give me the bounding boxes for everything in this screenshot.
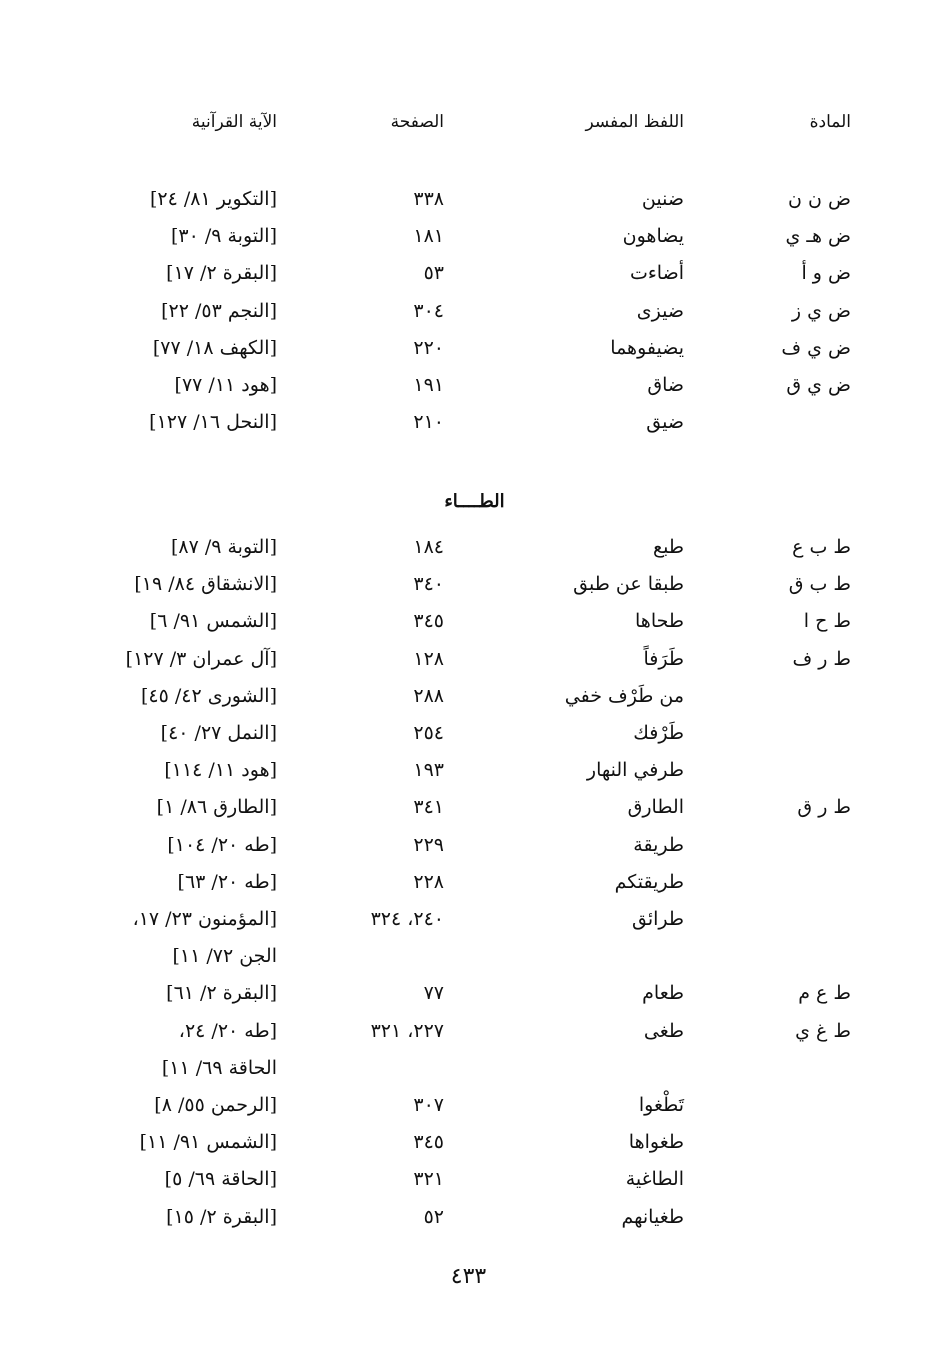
row-ayah: [الكهف ١٨/ ٧٧] bbox=[152, 336, 277, 359]
row-madda: ض هـ ي bbox=[785, 225, 851, 248]
row-ayah: [الحاقة ٦٩/ ٥] bbox=[164, 1168, 277, 1191]
index-row bbox=[0, 536, 937, 573]
row-madda: ض ي ز bbox=[791, 299, 851, 322]
index-row bbox=[0, 610, 937, 647]
row-page: ٢٢٧، ٣٢١ bbox=[370, 1019, 444, 1042]
index-row bbox=[0, 374, 937, 411]
index-row bbox=[0, 188, 937, 225]
row-page: ١٨٤ bbox=[413, 536, 444, 558]
row-ayah: [الرحمن ٥٥/ ٨] bbox=[154, 1094, 277, 1116]
row-lafz: تَطْغوا bbox=[638, 1094, 684, 1116]
row-page: ٢٨٨ bbox=[413, 684, 444, 707]
row-page: ٣٤٥ bbox=[413, 610, 444, 633]
row-page: ٣٤١ bbox=[413, 796, 444, 819]
row-lafz: ضيق bbox=[646, 411, 684, 434]
row-madda: ط ب ق bbox=[788, 573, 851, 596]
row-lafz: ضيزى bbox=[636, 299, 684, 322]
row-page: ٢٢٠ bbox=[413, 336, 444, 359]
row-ayah: [التكوير ٨١/ ٢٤] bbox=[149, 188, 277, 210]
row-page: ٣٠٤ bbox=[413, 299, 444, 322]
section-title-text: الطــــاء bbox=[444, 491, 505, 512]
index-row bbox=[0, 1131, 937, 1168]
row-madda: ض ي ف bbox=[781, 336, 851, 359]
row-page: ١٩١ bbox=[413, 374, 444, 396]
row-page: ٢٢٩ bbox=[413, 833, 444, 856]
row-madda: ط ر ف bbox=[792, 647, 851, 670]
index-row bbox=[0, 722, 937, 759]
index-row bbox=[0, 225, 937, 262]
header-ayah: الآية القرآنية bbox=[191, 112, 277, 132]
row-ayah: [طه ٢٠/ ١٠٤] bbox=[167, 833, 277, 856]
header-madda: المادة bbox=[809, 112, 851, 132]
index-row bbox=[0, 411, 937, 448]
row-page: ٢٥٤ bbox=[413, 722, 444, 744]
row-lafz: الطارق bbox=[627, 796, 684, 819]
index-row bbox=[0, 1206, 937, 1243]
row-lafz: طغواها bbox=[628, 1131, 684, 1154]
row-lafz: طرفي النهار bbox=[586, 759, 684, 782]
index-row bbox=[0, 908, 937, 945]
index-row bbox=[0, 871, 937, 908]
row-lafz: يضيفوهما bbox=[610, 336, 684, 359]
index-row bbox=[0, 945, 937, 982]
row-ayah: [آل عمران ٣/ ١٢٧] bbox=[125, 647, 277, 670]
row-ayah: [البقرة ٢/ ٦١] bbox=[166, 982, 277, 1005]
index-row bbox=[0, 1168, 937, 1205]
index-row bbox=[0, 759, 937, 796]
row-page: ٣٢١ bbox=[413, 1168, 444, 1191]
row-ayah: [الطارق ٨٦/ ١] bbox=[156, 796, 277, 819]
row-page: ٣٣٨ bbox=[413, 188, 444, 210]
row-madda: ط ر ق bbox=[797, 796, 851, 819]
row-madda: ض و أ bbox=[801, 262, 851, 285]
row-ayah: [طه ٢٠/ ٦٣] bbox=[177, 870, 277, 893]
row-lafz: طعام bbox=[642, 982, 684, 1005]
row-lafz: طبقا عن طبق bbox=[573, 573, 684, 596]
row-ayah: [البقرة ٢/ ١٧] bbox=[166, 262, 277, 285]
row-lafz: طغى bbox=[643, 1019, 684, 1042]
row-ayah: [هود ١١/ ٧٧] bbox=[174, 374, 277, 396]
row-lafz: أضاءت bbox=[629, 262, 684, 285]
row-lafz: الطاغية bbox=[625, 1168, 684, 1191]
row-lafz: ضاق bbox=[647, 374, 684, 396]
index-row bbox=[0, 648, 937, 685]
row-madda: ط ح ا bbox=[803, 610, 851, 633]
row-lafz: طريقة bbox=[633, 833, 684, 856]
index-row bbox=[0, 1094, 937, 1131]
index-row bbox=[0, 337, 937, 374]
row-page: ١٢٨ bbox=[413, 647, 444, 670]
row-ayah: [البقرة ٢/ ١٥] bbox=[166, 1205, 277, 1228]
row-page: ١٩٣ bbox=[413, 759, 444, 782]
header-page: الصفحة bbox=[390, 112, 444, 132]
row-ayah: [الشورى ٤٢/ ٤٥] bbox=[140, 684, 277, 707]
row-lafz: طحاها bbox=[635, 610, 684, 633]
index-row bbox=[0, 300, 937, 337]
row-ayah: الجن ٧٢/ ١١] bbox=[172, 945, 277, 968]
row-page: ٢١٠ bbox=[413, 411, 444, 434]
row-ayah: [الشمس ٩١/ ٦] bbox=[149, 610, 277, 633]
row-madda: ض ن ن bbox=[788, 188, 851, 210]
index-row bbox=[0, 1057, 937, 1094]
row-page: ٣٤٠ bbox=[413, 573, 444, 596]
row-madda: ط ب ع bbox=[792, 536, 851, 558]
row-page: ٣٠٧ bbox=[413, 1094, 444, 1116]
row-ayah: [النجم ٥٣/ ٢٢] bbox=[161, 299, 277, 322]
column-headers bbox=[0, 112, 937, 144]
index-row bbox=[0, 685, 937, 722]
index-row bbox=[0, 796, 937, 833]
row-ayah: [طه ٢٠/ ٢٤، bbox=[178, 1019, 277, 1042]
row-madda: ض ي ق bbox=[786, 374, 851, 396]
row-ayah: [هود ١١/ ١١٤] bbox=[164, 759, 277, 782]
row-ayah: [الشمس ٩١/ ١١] bbox=[139, 1131, 277, 1154]
row-page: ٥٣ bbox=[423, 262, 444, 285]
row-page: ٣٤٥ bbox=[413, 1131, 444, 1154]
row-ayah: [المؤمنون ٢٣/ ١٧، bbox=[132, 908, 277, 930]
row-lafz: طريقتكم bbox=[614, 870, 684, 893]
row-page: ٢٤٠، ٣٢٤ bbox=[370, 908, 444, 930]
index-row bbox=[0, 262, 937, 299]
row-lafz: طبع bbox=[653, 536, 684, 558]
row-ayah: [التوبة ٩/ ٨٧] bbox=[170, 536, 277, 558]
row-lafz: من طَرْف خفي bbox=[564, 684, 684, 707]
header-lafz: اللفظ المفسر bbox=[585, 112, 684, 132]
page-number: ٤٣٣ bbox=[450, 1264, 487, 1289]
row-ayah: الحاقة ٦٩/ ١١] bbox=[161, 1056, 277, 1079]
row-lafz: طرائق bbox=[631, 908, 684, 930]
index-row bbox=[0, 982, 937, 1019]
index-row bbox=[0, 834, 937, 871]
row-madda: ط ع م bbox=[798, 982, 851, 1005]
row-lafz: يضاهون bbox=[622, 225, 684, 248]
row-page: ٥٢ bbox=[423, 1205, 444, 1228]
section-title-ta bbox=[0, 491, 937, 512]
index-row bbox=[0, 573, 937, 610]
row-lafz: طَرْفك bbox=[633, 722, 684, 744]
row-madda: ط غ ي bbox=[795, 1019, 851, 1042]
row-page: ٧٧ bbox=[423, 982, 444, 1005]
row-page: ٢٢٨ bbox=[413, 870, 444, 893]
row-ayah: [التوبة ٩/ ٣٠] bbox=[170, 225, 277, 248]
row-ayah: [النمل ٢٧/ ٤٠] bbox=[160, 722, 277, 744]
row-lafz: طغيانهم bbox=[621, 1205, 684, 1228]
row-ayah: [النحل ١٦/ ١٢٧] bbox=[149, 411, 277, 434]
row-page: ١٨١ bbox=[413, 225, 444, 248]
row-lafz: ضنين bbox=[641, 188, 684, 210]
row-lafz: طَرَفاً bbox=[643, 647, 684, 670]
row-ayah: [الانشقاق ٨٤/ ١٩] bbox=[134, 573, 277, 596]
index-row bbox=[0, 1020, 937, 1057]
